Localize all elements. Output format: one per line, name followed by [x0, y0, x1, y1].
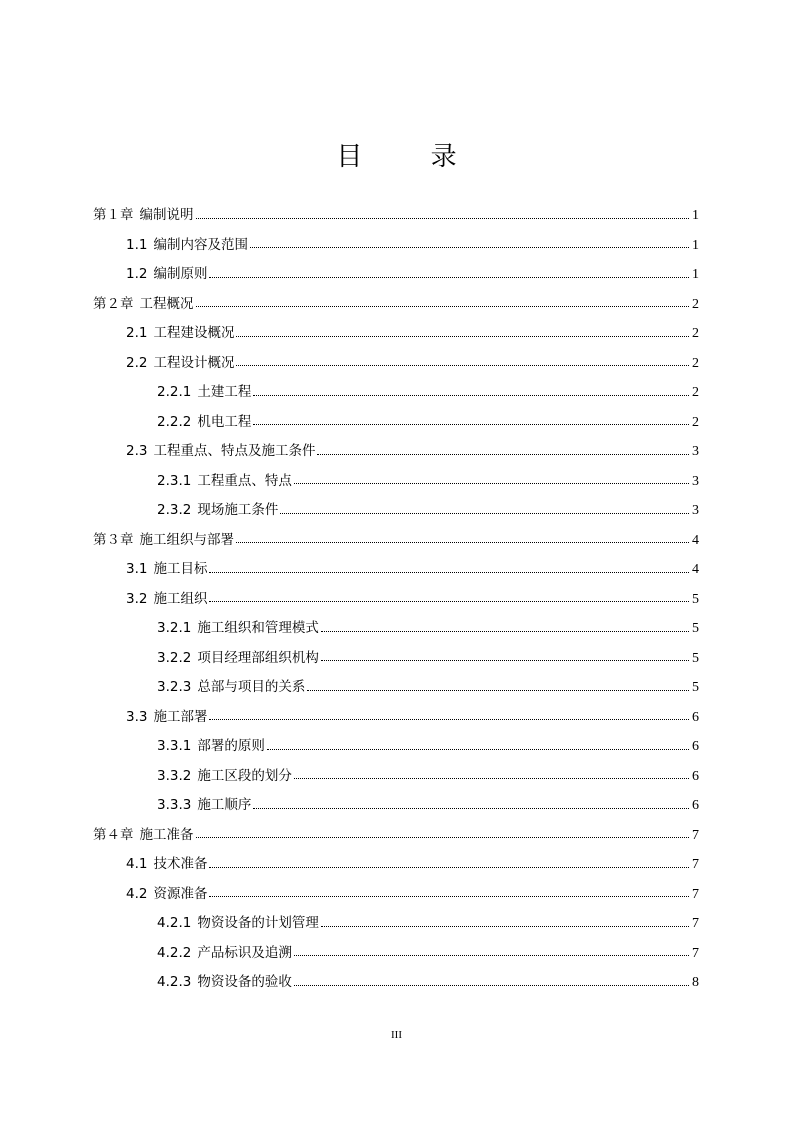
toc-entry-page-number: 7: [692, 916, 699, 931]
toc-entry[interactable]: [93, 319, 699, 349]
toc-entry[interactable]: [93, 201, 699, 231]
page-title: 目 录: [336, 142, 487, 172]
toc-entry-title: 现场施工条件: [197, 502, 279, 518]
toc-entry-label: [126, 880, 207, 910]
toc-entry-number: 3.2.2: [157, 649, 192, 666]
toc-entry-number: 第３章: [93, 531, 134, 548]
toc-entry-number: 4.2.3: [157, 974, 192, 990]
toc-entry-number: 2.2.1: [157, 384, 192, 400]
toc-entry-title: 施工组织和管理模式: [197, 620, 319, 636]
toc-entry[interactable]: [93, 850, 699, 880]
dot-leader: [196, 836, 690, 838]
toc-entry-page-number: 7: [692, 827, 699, 843]
toc-entry[interactable]: [93, 349, 699, 379]
toc-entry[interactable]: [93, 644, 699, 674]
toc-entry-page-number: 2: [692, 326, 699, 341]
toc-entry-page-number: 4: [692, 532, 699, 548]
toc-entry-page-number: 3: [692, 503, 699, 518]
toc-entry[interactable]: [93, 703, 699, 733]
toc-entry-number: 3.3.2: [157, 767, 192, 784]
toc-entry[interactable]: [93, 260, 699, 290]
toc-entry-label: [126, 349, 234, 379]
toc-entry-label: [157, 467, 292, 497]
toc-entry-page-number: 3: [692, 444, 699, 459]
toc-entry-label: [126, 260, 207, 290]
toc-entry[interactable]: [93, 614, 699, 644]
dot-leader: [294, 482, 689, 484]
dot-leader: [196, 305, 690, 307]
dot-leader: [267, 748, 689, 750]
toc-entry[interactable]: [93, 378, 699, 408]
toc-entry-label: [93, 290, 194, 320]
toc-entry-page-number: 5: [692, 650, 699, 666]
toc-entry-number: 1.2: [126, 266, 148, 282]
toc-entry-number: 3.2.1: [157, 620, 192, 636]
toc-entry-number: 2.2.2: [157, 413, 192, 430]
toc-entry-number: 第１章: [93, 207, 134, 223]
toc-entry-title: 物资设备的验收: [197, 974, 292, 990]
dot-leader: [209, 895, 689, 897]
toc-entry-title: 技术准备: [153, 856, 208, 872]
toc-entry-label: [126, 703, 207, 733]
toc-entry-title: 项目经理部组织机构: [197, 649, 319, 666]
toc-entry-number: 3.3: [126, 708, 148, 725]
toc-entry[interactable]: [93, 791, 699, 821]
toc-entry-number: 4.2: [126, 885, 148, 902]
toc-entry[interactable]: [93, 762, 699, 792]
toc-entry-page-number: 5: [692, 591, 699, 607]
toc-entry-title: 产品标识及追溯: [197, 944, 292, 961]
dot-leader: [294, 954, 689, 956]
toc-entry-page-number: 7: [692, 886, 699, 902]
toc-entry-title: 施工目标: [153, 561, 208, 577]
toc-entry-title: 机电工程: [197, 413, 252, 430]
toc-entry-number: 2.3: [126, 443, 148, 459]
toc-entry-title: 编制内容及范围: [153, 236, 248, 253]
dot-leader: [317, 453, 689, 455]
toc-entry-number: 3.3.3: [157, 797, 192, 813]
toc-entry-number: 3.1: [126, 561, 148, 577]
toc-entry[interactable]: [93, 467, 699, 497]
toc-entry-label: [93, 821, 194, 851]
dot-leader: [209, 866, 689, 868]
toc-entry-number: 2.1: [126, 325, 148, 341]
toc-entry-title: 工程重点、特点: [197, 472, 292, 489]
dot-leader: [294, 984, 689, 986]
toc-entry-label: [157, 939, 292, 969]
toc-entry-page-number: 7: [692, 857, 699, 872]
toc-entry-number: 2.2: [126, 354, 148, 371]
toc-entry-page-number: 1: [692, 237, 699, 253]
dot-leader: [236, 541, 689, 543]
dot-leader: [209, 718, 689, 720]
toc-entry-title: 施工区段的划分: [197, 767, 292, 784]
toc-entry-title: 施工组织: [153, 590, 208, 607]
toc-entry-number: 4.2.1: [157, 915, 192, 931]
toc-entry[interactable]: [93, 555, 699, 585]
dot-leader: [280, 512, 689, 514]
toc-entry-label: [126, 555, 207, 585]
toc-entry[interactable]: [93, 909, 699, 939]
toc-entry-page-number: 8: [692, 975, 699, 990]
toc-entry-number: 1.1: [126, 236, 148, 253]
dot-leader: [307, 689, 689, 691]
toc-entry[interactable]: [93, 231, 699, 261]
dot-leader: [209, 276, 689, 278]
toc-entry-page-number: 6: [692, 798, 699, 813]
toc-entry-title: 施工部署: [153, 708, 208, 725]
toc-entry-number: 2.3.1: [157, 472, 192, 489]
toc-entry-number: 3.2: [126, 590, 148, 607]
toc-entry-title: 施工顺序: [197, 797, 252, 813]
toc-entry-label: [157, 968, 292, 998]
toc-entry-label: [157, 614, 319, 644]
toc-entry[interactable]: [93, 968, 699, 998]
toc-entry-page-number: 6: [692, 739, 699, 754]
table-of-contents: [93, 201, 699, 998]
toc-entry-page-number: 2: [692, 385, 699, 400]
toc-entry[interactable]: [93, 880, 699, 910]
toc-entry-number: 4.2.2: [157, 944, 192, 961]
toc-entry-title: 土建工程: [197, 384, 252, 400]
toc-entry-page-number: 6: [692, 768, 699, 784]
dot-leader: [236, 335, 689, 337]
page-number-footer: III: [391, 1029, 402, 1041]
toc-entry-page-number: 5: [692, 621, 699, 636]
toc-entry-label: [157, 378, 251, 408]
dot-leader: [209, 571, 689, 573]
toc-entry-number: 3.2.3: [157, 679, 192, 695]
toc-entry[interactable]: [93, 290, 699, 320]
dot-leader: [321, 925, 689, 927]
dot-leader: [253, 807, 689, 809]
toc-entry-number: 2.3.2: [157, 502, 192, 518]
toc-entry[interactable]: [93, 673, 699, 703]
toc-entry[interactable]: [93, 939, 699, 969]
toc-entry-label: [93, 201, 194, 231]
toc-entry[interactable]: [93, 821, 699, 851]
toc-entry-number: 4.1: [126, 856, 148, 872]
toc-entry-page-number: 2: [692, 296, 699, 312]
toc-entry-label: [157, 673, 305, 703]
toc-entry-label: [157, 791, 251, 821]
toc-entry-page-number: 5: [692, 680, 699, 695]
toc-entry[interactable]: [93, 526, 699, 556]
dot-leader: [236, 364, 689, 366]
toc-entry[interactable]: [93, 408, 699, 438]
dot-leader: [250, 246, 689, 248]
toc-entry-title: 资源准备: [153, 885, 208, 902]
toc-entry-label: [126, 850, 207, 880]
toc-entry-title: 工程概况: [139, 295, 194, 312]
toc-entry-page-number: 4: [692, 562, 699, 577]
toc-entry-label: [126, 231, 248, 261]
toc-entry-label: [157, 644, 319, 674]
toc-entry[interactable]: [93, 496, 699, 526]
toc-entry-number: 3.3.1: [157, 738, 192, 754]
toc-entry-label: [157, 496, 278, 526]
toc-entry-page-number: 3: [692, 473, 699, 489]
toc-entry[interactable]: [93, 732, 699, 762]
dot-leader: [321, 630, 689, 632]
toc-entry-label: [157, 762, 292, 792]
toc-entry[interactable]: [93, 585, 699, 615]
dot-leader: [196, 217, 690, 219]
toc-entry-page-number: 2: [692, 355, 699, 371]
toc-entry-label: [93, 526, 234, 556]
toc-entry-page-number: 6: [692, 709, 699, 725]
toc-entry-label: [126, 319, 234, 349]
toc-entry-page-number: 7: [692, 945, 699, 961]
toc-entry-label: [126, 585, 207, 615]
toc-entry-title: 编制说明: [139, 207, 194, 223]
toc-entry-title: 物资设备的计划管理: [197, 915, 319, 931]
toc-entry-page-number: 2: [692, 414, 699, 430]
toc-entry-label: [157, 732, 265, 762]
toc-entry-title: 工程设计概况: [153, 354, 235, 371]
toc-entry-page-number: 1: [692, 208, 699, 223]
toc-entry-number: 第２章: [93, 295, 134, 312]
toc-entry-title: 施工准备: [139, 826, 194, 843]
toc-entry-page-number: 1: [692, 267, 699, 282]
toc-entry-title: 工程建设概况: [153, 325, 235, 341]
dot-leader: [294, 777, 689, 779]
dot-leader: [253, 423, 689, 425]
toc-entry-title: 编制原则: [153, 266, 208, 282]
toc-entry-title: 总部与项目的关系: [197, 679, 306, 695]
toc-entry-title: 部署的原则: [197, 738, 265, 754]
toc-entry-label: [126, 437, 315, 467]
toc-entry-title: 施工组织与部署: [139, 531, 234, 548]
toc-entry-label: [157, 408, 251, 438]
toc-entry-label: [157, 909, 319, 939]
toc-entry-number: 第４章: [93, 826, 134, 843]
toc-entry-title: 工程重点、特点及施工条件: [153, 443, 316, 459]
dot-leader: [253, 394, 689, 396]
toc-entry[interactable]: [93, 437, 699, 467]
dot-leader: [321, 659, 689, 661]
dot-leader: [209, 600, 689, 602]
